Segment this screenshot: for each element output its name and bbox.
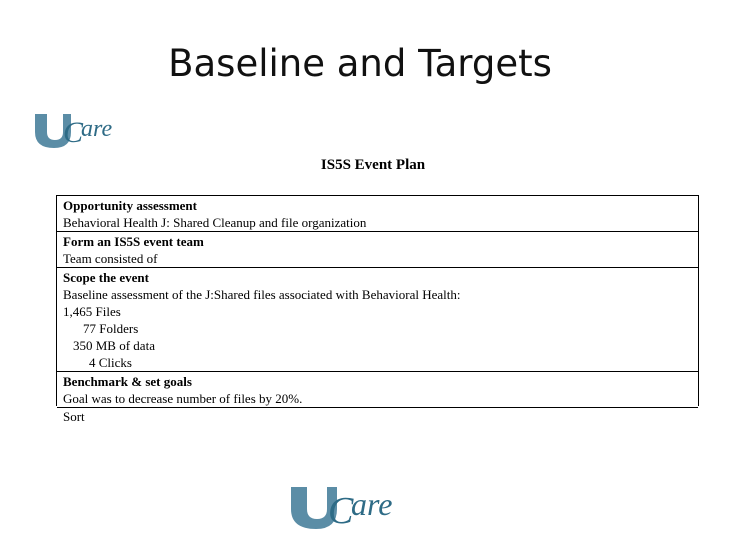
row-heading: Benchmark & set goals (63, 374, 192, 389)
ucare-logo-bottom (288, 483, 420, 531)
svg-text:C: C (328, 490, 354, 532)
row-text: Team consisted of (63, 251, 158, 266)
row-text: 1,465 Files (63, 304, 121, 319)
cut-off-row-text: Sort (63, 409, 85, 424)
document-title: IS5S Event Plan (320, 157, 426, 173)
row-text: Goal was to decrease number of files by 20%. (63, 391, 303, 406)
svg-text:C: C (63, 116, 84, 149)
table-row (57, 372, 698, 408)
row-text: 4 Clicks (89, 355, 132, 370)
ucare-logo-top (33, 110, 128, 150)
table-row (57, 268, 698, 372)
svg-text:are: are (81, 116, 113, 142)
event-plan-table (56, 195, 699, 424)
row-heading: Form an IS5S event team (63, 234, 204, 249)
row-text: Baseline assessment of the J:Shared files associated with Behavioral Health: (63, 287, 461, 302)
row-text: 77 Folders (83, 321, 139, 336)
row-text: Behavioral Health J: Shared Cleanup and file organization (63, 215, 367, 230)
slide-title: Baseline and Targets (168, 42, 552, 85)
row-text: 350 MB of data (73, 338, 155, 353)
svg-text:are: are (351, 486, 393, 522)
row-heading: Opportunity assessment (63, 198, 197, 213)
row-heading: Scope the event (63, 270, 149, 285)
table-row (57, 232, 698, 268)
table-row (57, 196, 698, 232)
